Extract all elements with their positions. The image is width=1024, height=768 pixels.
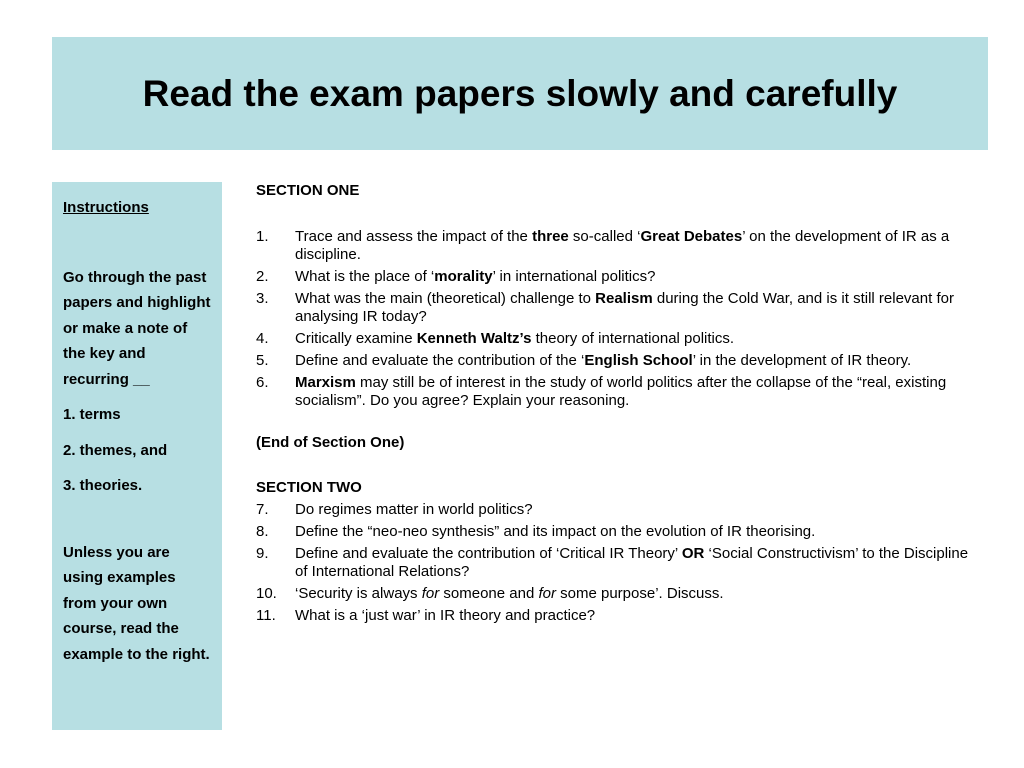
question-text: Trace and assess the impact of the [295,228,533,245]
instructions-heading: Instructions [63,199,149,216]
instructions-intro: Go through the past papers and highlight or make a note of the key and recurring __ [63,268,211,388]
question-item [256,228,976,264]
question-text: Great Debates [640,228,743,245]
title-banner [52,37,988,150]
question-text: ‘Security is always [295,585,422,602]
question-number: 1. [256,228,269,245]
question-text: English School [584,352,693,369]
question-text: Define the “neo-neo synthesis” and its impact on the evolution of IR theorising. [295,523,816,540]
question-item [256,523,976,541]
instructions-item: 1. terms [63,406,121,423]
question-number: 11. [256,607,276,624]
question-number: 7. [256,501,269,518]
question-text: Realism [595,290,653,307]
question-number: 9. [256,545,269,562]
question-text: for [538,585,556,602]
section-two-heading: SECTION TWO [256,479,362,496]
question-text: Define and evaluate the contribution of ‘Critical IR Theory’ [295,545,682,562]
question-number: 10. [256,585,277,602]
question-item [256,330,976,348]
question-item [256,607,976,625]
question-number: 5. [256,352,269,369]
question-text: Marxism [295,374,356,391]
question-text: ’ in the development of IR theory. [692,352,912,369]
question-number: 6. [256,374,269,391]
question-number: 4. [256,330,269,347]
question-text: theory of international politics. [531,330,735,347]
question-text: morality [434,268,493,285]
question-text: ’ on the development of IR as a discipline. [295,228,950,263]
question-text: ’ in international politics? [492,268,656,285]
question-item [256,352,976,370]
question-text: Do regimes matter in world politics? [295,501,533,518]
question-text: three [532,228,569,245]
question-item [256,501,976,519]
question-item [256,290,976,326]
question-text: Kenneth Waltz’s [416,330,532,347]
section-two-questions [256,501,976,625]
question-text: someone and [439,585,539,602]
question-text: ‘Social Constructivism’ to the Discipline of International Relations? [295,545,969,580]
exam-paper [256,182,976,629]
instructions-item: 2. themes, and [63,441,168,459]
question-text: for [421,585,440,602]
question-item [256,268,976,286]
question-text: Define and evaluate the contribution of the ‘ [295,352,585,369]
question-text: may still be of interest in the study of world politics after the collapse of the “real, existing socialism”. Do you agree? Explain your reasoning. [295,374,947,409]
question-number: 2. [256,268,269,285]
question-text: Critically examine [295,330,417,347]
question-text: What is a ‘just war’ in IR theory and practice? [295,607,596,624]
section-one-end: (End of Section One) [256,434,405,451]
question-text: during the Cold War, and is it still relevant for analysing IR today? [295,290,954,325]
page-title: Read the exam papers slowly and carefully [142,72,898,114]
question-item [256,545,976,581]
question-number: 8. [256,523,269,540]
question-item [256,374,976,410]
instructions-item: 3. theories. [63,477,143,494]
question-text: so-called ‘ [568,228,641,245]
section-one-heading: SECTION ONE [256,182,360,199]
instructions-note: Unless you are using examples from your own course, read the example to the right. [63,543,210,663]
question-text: some purpose’. Discuss. [555,585,724,602]
section-one-questions [256,228,976,410]
question-text: OR [681,545,705,562]
question-text: What was the main (theoretical) challenge to [295,290,596,307]
question-item [256,585,976,603]
question-number: 3. [256,290,269,307]
question-text: What is the place of ‘ [295,268,435,285]
instructions-panel [52,182,222,730]
